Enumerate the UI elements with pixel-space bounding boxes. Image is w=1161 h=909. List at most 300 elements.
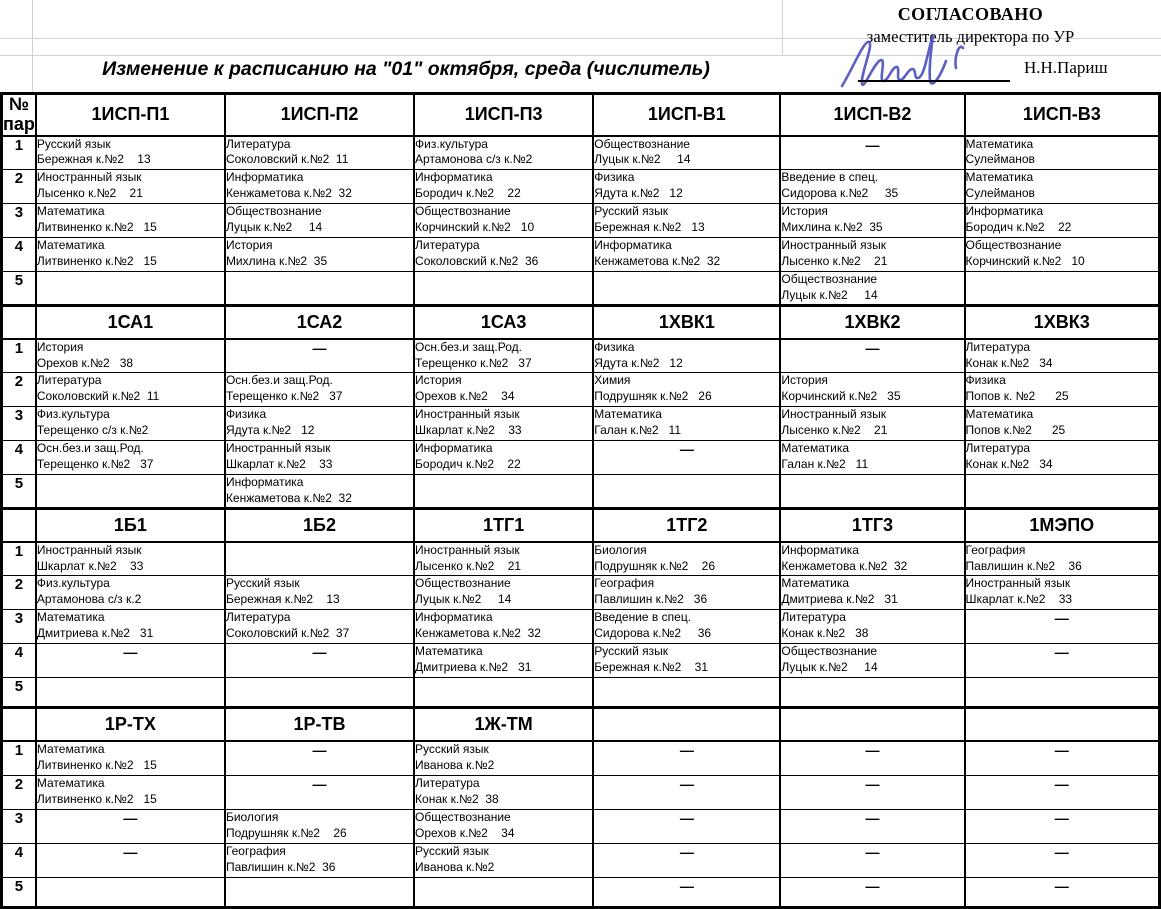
- schedule-row: [2, 373, 1160, 407]
- lesson-teacher: Дмитриева к.№2 31: [781, 592, 898, 607]
- lesson-teacher: Бережная к.№2 13: [225, 592, 340, 607]
- group-header-row: [2, 94, 1160, 136]
- lesson-teacher: Подрушняк к.№2 26: [594, 558, 715, 573]
- lesson-subject: Иностранный язык: [415, 407, 520, 422]
- lesson-subject: Иностранный язык: [415, 542, 520, 557]
- pair-number: 1: [2, 339, 36, 373]
- lesson-teacher: Павлишин к.№2 36: [965, 558, 1082, 573]
- pair-number: 5: [2, 475, 36, 509]
- signature-icon: [838, 28, 1013, 92]
- lesson-cell: [36, 339, 225, 373]
- lesson-subject: Математика: [965, 407, 1034, 422]
- lesson-subject: Русский язык: [594, 204, 668, 219]
- lesson-subject: Математика: [36, 204, 105, 219]
- pair-number: 1: [2, 136, 36, 170]
- cancelled-cell: —: [780, 741, 964, 775]
- lesson-subject: Математика: [36, 610, 105, 625]
- lesson-cell: [36, 373, 225, 407]
- lesson-cell: [593, 644, 780, 678]
- cancelled-cell: —: [593, 741, 780, 775]
- pair-number: 2: [2, 576, 36, 610]
- group-header-row: [2, 708, 1160, 742]
- lesson-subject: Физика: [594, 339, 635, 354]
- lesson-subject: Математика: [36, 775, 105, 790]
- lesson-cell: [593, 204, 780, 238]
- lesson-cell: [965, 441, 1160, 475]
- lesson-teacher: Ядута к.№2 12: [594, 185, 683, 200]
- lesson-teacher: Бородич к.№2 22: [965, 219, 1072, 234]
- pair-column-header-empty: [2, 508, 36, 542]
- pair-number: 3: [2, 407, 36, 441]
- group-header-empty: [593, 708, 780, 742]
- lesson-subject: Иностранный язык: [225, 441, 331, 456]
- page-title: Изменение к расписанию на "01" октября, среда (числитель): [102, 58, 710, 80]
- pair-number: 4: [2, 238, 36, 272]
- cancelled-cell: —: [780, 809, 964, 843]
- lesson-subject: Русский язык: [225, 576, 300, 591]
- lesson-teacher: Орехов к.№2 34: [415, 825, 515, 840]
- lesson-teacher: Корчинский к.№2 35: [781, 389, 901, 404]
- lesson-teacher: Орехов к.№2 34: [415, 389, 515, 404]
- lesson-cell: [780, 542, 964, 576]
- empty-cell: [225, 877, 414, 907]
- lesson-teacher: Бородич к.№2 22: [415, 457, 521, 472]
- lesson-teacher: Павлишин к.№2 36: [225, 859, 336, 874]
- group-header: 1МЭПО: [965, 508, 1160, 542]
- cancelled-cell: —: [965, 877, 1160, 907]
- lesson-cell: [593, 238, 780, 272]
- lesson-teacher: Артамонова с/з к.№2: [415, 152, 533, 167]
- lesson-cell: [965, 204, 1160, 238]
- cancelled-cell: —: [225, 644, 414, 678]
- lesson-subject: Обществознание: [225, 204, 322, 219]
- lesson-subject: Литература: [415, 238, 480, 253]
- pair-header-line1: №: [8, 94, 29, 114]
- lesson-subject: Физика: [594, 170, 635, 185]
- lesson-subject: Введение в спец.: [594, 610, 692, 625]
- group-header: 1ИСП-П3: [414, 94, 593, 136]
- empty-cell: [414, 272, 593, 306]
- lesson-cell: [36, 441, 225, 475]
- cancelled-cell: —: [225, 741, 414, 775]
- empty-cell: [593, 678, 780, 708]
- lesson-teacher: Галан к.№2 11: [594, 423, 681, 438]
- lesson-subject: Литература: [36, 373, 102, 388]
- lesson-subject: Математика: [36, 742, 105, 757]
- lesson-cell: [225, 170, 414, 204]
- lesson-teacher: Терещенко к.№2 37: [225, 389, 343, 404]
- lesson-teacher: Кенжаметова к.№2 32: [594, 253, 721, 268]
- pair-column-header: [2, 94, 36, 136]
- lesson-subject: Математика: [36, 238, 105, 253]
- lesson-subject: Иностранный язык: [781, 407, 886, 422]
- lesson-subject: Химия: [594, 373, 631, 388]
- lesson-cell: [414, 136, 593, 170]
- schedule-table: [0, 92, 1161, 909]
- lesson-subject: Математика: [965, 170, 1034, 185]
- lesson-subject: Информатика: [415, 610, 493, 625]
- lesson-subject: Физика: [965, 373, 1006, 388]
- cancelled-cell: —: [225, 775, 414, 809]
- lesson-cell: [593, 339, 780, 373]
- lesson-teacher: Артамонова с/з к.2: [36, 592, 142, 607]
- lesson-subject: Информатика: [415, 441, 493, 456]
- lesson-teacher: Дмитриева к.№2 31: [415, 660, 532, 675]
- lesson-subject: История: [415, 373, 462, 388]
- lesson-subject: Русский язык: [594, 644, 668, 659]
- lesson-teacher: Михлина к.№2 35: [781, 219, 883, 234]
- lesson-subject: Информатика: [225, 170, 304, 185]
- schedule-row: [2, 238, 1160, 272]
- group-header-row: [2, 305, 1160, 339]
- lesson-cell: [780, 170, 964, 204]
- empty-cell: [225, 272, 414, 306]
- pair-number: 2: [2, 775, 36, 809]
- group-header-empty: [965, 708, 1160, 742]
- lesson-teacher: Шкарлат к.№2 33: [965, 592, 1073, 607]
- lesson-cell: [414, 441, 593, 475]
- lesson-subject: Математика: [781, 441, 850, 456]
- lesson-subject: Обществознание: [594, 136, 690, 151]
- lesson-subject: История: [781, 204, 828, 219]
- group-header: 1ХВК3: [965, 305, 1160, 339]
- lesson-subject: Обществознание: [965, 238, 1062, 253]
- lesson-teacher: Соколовский к.№2 11: [36, 389, 160, 404]
- lesson-subject: Физ.культура: [36, 407, 110, 422]
- group-header: 1ХВК2: [780, 305, 964, 339]
- lesson-subject: Литература: [781, 610, 846, 625]
- cancelled-cell: —: [36, 843, 225, 877]
- lesson-cell: [36, 407, 225, 441]
- lesson-teacher: Луцык к.№2 14: [781, 660, 878, 675]
- lesson-teacher: Конак к.№2 34: [965, 355, 1053, 370]
- cancelled-cell: —: [965, 644, 1160, 678]
- lesson-subject: Физ.культура: [415, 136, 488, 151]
- empty-cell: [36, 475, 225, 509]
- lesson-subject: Русский язык: [415, 843, 489, 858]
- lesson-cell: [36, 610, 225, 644]
- pair-number: 2: [2, 170, 36, 204]
- pair-number: 5: [2, 877, 36, 907]
- pair-header-line2: пар: [3, 113, 35, 134]
- pair-number: 1: [2, 741, 36, 775]
- lesson-cell: [965, 170, 1160, 204]
- lesson-cell: [225, 238, 414, 272]
- lesson-subject: Иностранный язык: [965, 576, 1071, 591]
- cancelled-cell: —: [965, 610, 1160, 644]
- group-header: 1СА1: [36, 305, 225, 339]
- lesson-cell: [965, 576, 1160, 610]
- lesson-teacher: Литвиненко к.№2 15: [36, 791, 157, 806]
- lesson-teacher: Конак к.№2 38: [781, 626, 869, 641]
- lesson-cell: [780, 644, 964, 678]
- lesson-cell: [36, 170, 225, 204]
- lesson-teacher: Ядута к.№2 12: [225, 423, 315, 438]
- cancelled-cell: —: [36, 809, 225, 843]
- lesson-cell: [225, 407, 414, 441]
- lesson-cell: [780, 204, 964, 238]
- group-header: 1ИСП-В2: [780, 94, 964, 136]
- approval-role: заместитель директора по УР: [866, 27, 1075, 46]
- lesson-teacher: Сулейманов: [965, 152, 1035, 167]
- lesson-cell: [414, 373, 593, 407]
- lesson-cell: [36, 576, 225, 610]
- lesson-cell: [414, 741, 593, 775]
- lesson-teacher: Попов к. №2 25: [965, 389, 1069, 404]
- lesson-subject: Осн.без.и защ.Род.: [415, 339, 522, 354]
- lesson-teacher: Луцык к.№2 14: [781, 287, 878, 302]
- pair-number: 5: [2, 272, 36, 306]
- lesson-cell: [36, 238, 225, 272]
- lesson-subject: Литература: [225, 136, 291, 151]
- lesson-teacher: Соколовский к.№2 36: [415, 253, 539, 268]
- lesson-subject: Литература: [965, 339, 1031, 354]
- lesson-cell: [414, 339, 593, 373]
- lesson-subject: Введение в спец.: [781, 170, 879, 185]
- group-header: 1Р-ТХ: [36, 708, 225, 742]
- lesson-teacher: Бережная к.№2 13: [594, 219, 705, 234]
- lesson-cell: [780, 373, 964, 407]
- lesson-teacher: Шкарлат к.№2 33: [225, 457, 333, 472]
- empty-cell: [965, 272, 1160, 306]
- empty-cell: [965, 475, 1160, 509]
- lesson-teacher: Кенжаметова к.№2 32: [415, 626, 541, 641]
- lesson-teacher: Сидорова к.№2 36: [594, 626, 712, 641]
- lesson-cell: [225, 809, 414, 843]
- lesson-cell: [225, 475, 414, 509]
- schedule-row: [2, 775, 1160, 809]
- cancelled-cell: —: [593, 775, 780, 809]
- cancelled-cell: —: [593, 809, 780, 843]
- pair-column-header-empty: [2, 305, 36, 339]
- lesson-subject: Обществознание: [415, 576, 511, 591]
- lesson-cell: [36, 741, 225, 775]
- lesson-subject: Информатика: [594, 238, 672, 253]
- lesson-cell: [780, 441, 964, 475]
- lesson-subject: Информатика: [415, 170, 493, 185]
- lesson-cell: [780, 238, 964, 272]
- lesson-cell: [36, 542, 225, 576]
- lesson-cell: [225, 610, 414, 644]
- lesson-subject: География: [965, 542, 1026, 557]
- lesson-teacher: Терещенко к.№2 37: [36, 457, 154, 472]
- lesson-cell: [593, 407, 780, 441]
- cancelled-cell: —: [780, 339, 964, 373]
- lesson-subject: Русский язык: [415, 742, 489, 757]
- lesson-cell: [225, 576, 414, 610]
- lesson-cell: [593, 373, 780, 407]
- lesson-teacher: Михлина к.№2 35: [225, 253, 328, 268]
- lesson-cell: [414, 204, 593, 238]
- pair-number: 4: [2, 843, 36, 877]
- pair-number: 2: [2, 373, 36, 407]
- schedule-row: [2, 339, 1160, 373]
- lesson-subject: Обществознание: [781, 644, 878, 659]
- pair-number: 3: [2, 204, 36, 238]
- lesson-subject: Математика: [781, 576, 850, 591]
- lesson-subject: Иностранный язык: [781, 238, 886, 253]
- lesson-teacher: Бережная к.№2 31: [594, 660, 709, 675]
- signature-line: [858, 62, 1010, 82]
- lesson-cell: [414, 238, 593, 272]
- group-header: 1Ж-ТМ: [414, 708, 593, 742]
- lesson-subject: История: [36, 339, 84, 354]
- empty-cell: [36, 877, 225, 907]
- schedule-body: [2, 94, 1160, 908]
- lesson-teacher: Кенжаметова к.№2 32: [781, 558, 908, 573]
- lesson-cell: [414, 644, 593, 678]
- lesson-teacher: Сулейманов: [965, 185, 1035, 200]
- empty-cell: [414, 475, 593, 509]
- lesson-cell: [965, 407, 1160, 441]
- lesson-subject: Осн.без.и защ.Род.: [225, 373, 333, 388]
- schedule-row: [2, 272, 1160, 306]
- lesson-cell: [36, 136, 225, 170]
- schedule-row: [2, 542, 1160, 576]
- group-header: 1ИСП-П2: [225, 94, 414, 136]
- schedule-row: [2, 475, 1160, 509]
- lesson-teacher: Кенжаметова к.№2 32: [225, 491, 352, 506]
- lesson-cell: [593, 576, 780, 610]
- group-header-empty: [780, 708, 964, 742]
- cancelled-cell: —: [965, 741, 1160, 775]
- lesson-cell: [593, 170, 780, 204]
- lesson-subject: Математика: [965, 136, 1034, 151]
- lesson-subject: Математика: [594, 407, 662, 422]
- lesson-cell: [225, 373, 414, 407]
- cancelled-cell: —: [36, 644, 225, 678]
- group-header: 1ТГ1: [414, 508, 593, 542]
- lesson-teacher: Терещенко к.№2 37: [415, 355, 532, 370]
- empty-cell: [225, 678, 414, 708]
- lesson-cell: [593, 610, 780, 644]
- lesson-subject: Осн.без.и защ.Род.: [36, 441, 144, 456]
- lesson-subject: Русский язык: [36, 136, 111, 151]
- empty-cell: [780, 678, 964, 708]
- cancelled-cell: —: [965, 843, 1160, 877]
- lesson-cell: [414, 407, 593, 441]
- lesson-teacher: Сидорова к.№2 35: [781, 185, 899, 200]
- lesson-cell: [414, 170, 593, 204]
- lesson-cell: [414, 809, 593, 843]
- lesson-teacher: Попов к.№2 25: [965, 423, 1066, 438]
- lesson-teacher: Конак к.№2 34: [965, 457, 1053, 472]
- lesson-subject: География: [225, 843, 286, 858]
- empty-cell: [965, 678, 1160, 708]
- cancelled-cell: —: [593, 843, 780, 877]
- lesson-cell: [414, 576, 593, 610]
- group-header: 1ТГ2: [593, 508, 780, 542]
- lesson-teacher: Галан к.№2 11: [781, 457, 869, 472]
- lesson-cell: [225, 204, 414, 238]
- lesson-subject: Биология: [225, 809, 279, 824]
- pair-number: 5: [2, 678, 36, 708]
- group-header: 1Б2: [225, 508, 414, 542]
- lesson-teacher: Ядута к.№2 12: [594, 355, 683, 370]
- empty-cell: [780, 475, 964, 509]
- cancelled-cell: —: [780, 843, 964, 877]
- lesson-teacher: Луцык к.№2 14: [225, 219, 323, 234]
- schedule-row: [2, 170, 1160, 204]
- lesson-teacher: Подрушняк к.№2 26: [594, 389, 712, 404]
- empty-cell: [414, 678, 593, 708]
- lesson-subject: История: [781, 373, 828, 388]
- lesson-cell: [965, 136, 1160, 170]
- empty-cell: [414, 877, 593, 907]
- lesson-teacher: Лысенко к.№2 21: [781, 253, 888, 268]
- lesson-teacher: Иванова к.№2: [415, 859, 495, 874]
- lesson-subject: Литература: [225, 610, 291, 625]
- lesson-teacher: Соколовский к.№2 37: [225, 626, 350, 641]
- lesson-subject: География: [594, 576, 655, 591]
- lesson-subject: Обществознание: [415, 204, 511, 219]
- lesson-teacher: Лысенко к.№2 21: [36, 185, 143, 200]
- lesson-cell: [965, 339, 1160, 373]
- group-header: 1Б1: [36, 508, 225, 542]
- schedule-row: [2, 678, 1160, 708]
- cancelled-cell: —: [593, 877, 780, 907]
- lesson-teacher: Корчинский к.№2 10: [415, 219, 535, 234]
- schedule-row: [2, 809, 1160, 843]
- lesson-subject: Физика: [225, 407, 267, 422]
- schedule-row: [2, 204, 1160, 238]
- lesson-cell: [593, 542, 780, 576]
- group-header: 1ТГ3: [780, 508, 964, 542]
- schedule-row: [2, 610, 1160, 644]
- lesson-teacher: Подрушняк к.№2 26: [225, 825, 347, 840]
- lesson-teacher: Дмитриева к.№2 31: [36, 626, 154, 641]
- cancelled-cell: —: [780, 775, 964, 809]
- group-header: 1ХВК1: [593, 305, 780, 339]
- schedule-row: [2, 576, 1160, 610]
- cancelled-cell: —: [965, 809, 1160, 843]
- lesson-cell: [36, 204, 225, 238]
- lesson-teacher: Бородич к.№2 22: [415, 185, 521, 200]
- group-header: 1ИСП-В1: [593, 94, 780, 136]
- group-header: 1СА3: [414, 305, 593, 339]
- lesson-cell: [780, 576, 964, 610]
- lesson-subject: Математика: [415, 644, 483, 659]
- lesson-subject: Информатика: [781, 542, 859, 557]
- approval-title: СОГЛАСОВАНО: [897, 4, 1044, 24]
- lesson-subject: Информатика: [965, 204, 1044, 219]
- lesson-teacher: Луцык к.№2 14: [594, 152, 691, 167]
- lesson-teacher: Литвиненко к.№2 15: [36, 758, 157, 773]
- lesson-teacher: Соколовский к.№2 11: [225, 152, 349, 167]
- group-header: 1ИСП-В3: [965, 94, 1160, 136]
- lesson-subject: Физ.культура: [36, 576, 110, 591]
- lesson-cell: [225, 843, 414, 877]
- pair-number: 3: [2, 610, 36, 644]
- schedule-row: [2, 407, 1160, 441]
- lesson-cell: [965, 373, 1160, 407]
- empty-cell: [36, 272, 225, 306]
- lesson-cell: [414, 542, 593, 576]
- approval-block: [780, 0, 1161, 92]
- cancelled-cell: —: [780, 136, 964, 170]
- lesson-subject: Иностранный язык: [36, 542, 142, 557]
- lesson-teacher: Луцык к.№2 14: [415, 592, 512, 607]
- approval-signer: Н.Н.Париш: [1024, 58, 1108, 77]
- lesson-subject: Информатика: [225, 475, 304, 490]
- group-header: 1СА2: [225, 305, 414, 339]
- empty-cell: [36, 678, 225, 708]
- lesson-subject: Обществознание: [781, 272, 878, 287]
- schedule-row: [2, 877, 1160, 907]
- lesson-teacher: Конак к.№2 38: [415, 791, 499, 806]
- group-header-row: [2, 508, 1160, 542]
- lesson-teacher: Корчинский к.№2 10: [965, 253, 1085, 268]
